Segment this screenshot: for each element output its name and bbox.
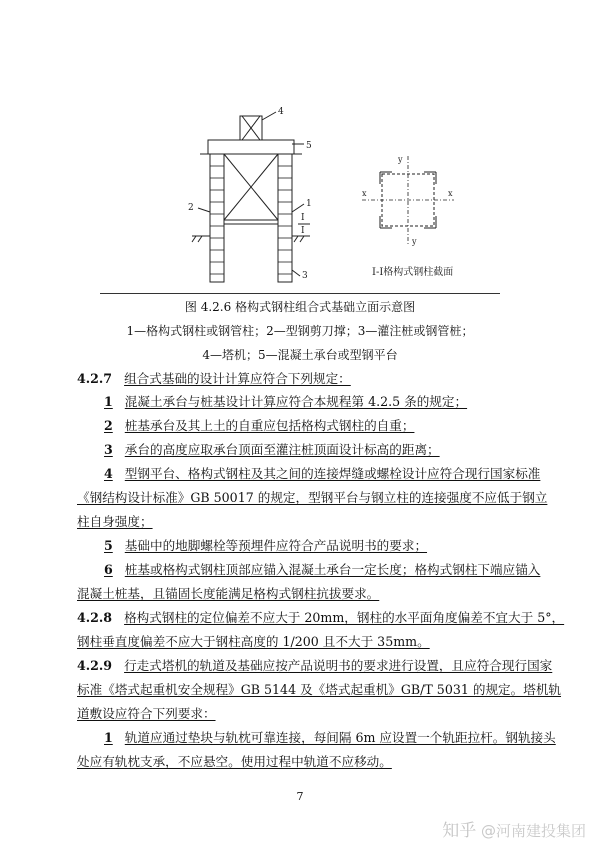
item-text: 承台的高度应取承台顶面至灌注桩顶面设计标高的距离； [124, 442, 440, 457]
clause-text: 组合式基础的设计计算应符合下列规定： [124, 371, 351, 386]
clause-4-2-9-cont-1 [77, 682, 561, 698]
clause-4-2-7-item-4 [104, 466, 540, 482]
axis-y-top: y [398, 155, 403, 164]
section-mark-lower: I [301, 226, 305, 236]
label-2: 2 [188, 203, 194, 213]
item-number: 4 [104, 466, 113, 481]
item-number: 1 [104, 394, 113, 409]
clause-4-2-9-item-1 [104, 730, 556, 746]
clause-4-2-9 [77, 658, 552, 674]
item-text-continued: 处应有轨枕支承，不应悬空。使用过程中轨道不应移动。 [77, 754, 392, 769]
clause-4-2-9-cont-2 [77, 706, 216, 722]
clause-4-2-7-heading [77, 371, 351, 387]
label-1: 1 [306, 199, 312, 209]
watermark-platform: 知乎 [442, 821, 477, 841]
clause-number: 4.2.8 [77, 610, 113, 625]
clause-4-2-7-item-3 [104, 442, 440, 458]
section-caption: I-I格构式钢柱截面 [372, 267, 454, 278]
clause-4-2-7-item-1 [104, 394, 467, 410]
clause-text-continued: 道敷设应符合下列要求： [77, 706, 216, 721]
clause-text-continued: 钢柱垂直度偏差不应大于钢柱高度的 1/200 且不大于 35mm。 [77, 634, 430, 649]
axis-x-right: x [448, 189, 453, 198]
item-text: 基础中的地脚螺栓等预埋件应符合产品说明书的要求； [124, 538, 428, 553]
clause-text: 格构式钢柱的定位偏差不应大于 20mm，钢柱的水平面角度偏差不宜大于 5°， [124, 610, 565, 625]
figure-caption: 图 4.2.6 格构式钢柱组合式基础立面示意图 [184, 300, 416, 314]
item-number: 6 [104, 562, 113, 577]
item-text: 桩基或格构式钢柱顶部应锚入混凝土承台一定长度；格构式钢柱下端应锚入 [124, 562, 541, 577]
item-text: 混凝土承台与桩基设计计算应符合本规程第 4.2.5 条的规定； [124, 394, 468, 409]
figure-baseline [100, 293, 500, 294]
item-number: 3 [104, 442, 113, 457]
watermark [442, 816, 586, 841]
watermark-handle: @河南建投集团 [480, 822, 586, 840]
label-5: 5 [306, 141, 312, 151]
figure-legend-line-1: 1—格构式钢柱或钢管柱；2—型钢剪刀撑；3—灌注桩或钢管桩； [126, 324, 474, 338]
section-mark-upper: I [301, 213, 305, 223]
item-number: 5 [104, 538, 113, 553]
item-text-continued: 柱自身强度； [77, 514, 153, 529]
clause-4-2-8 [77, 610, 564, 626]
axis-x-left: x [362, 189, 367, 198]
clause-4-2-7-item-6-cont-1 [77, 586, 379, 602]
clause-4-2-7-item-4-cont-2 [77, 514, 153, 530]
clause-text-continued: 标准《塔式起重机安全规程》GB 5144 及《塔式起重机》GB/T 5031 的规定。塔机轨 [77, 682, 562, 697]
item-text-continued: 混凝土桩基，且锚固长度能满足格构式钢柱抗拔要求。 [77, 586, 380, 601]
clause-text: 行走式塔机的轨道及基础应按产品说明书的要求进行设置，且应符合现行国家 [124, 658, 553, 673]
axis-y-bottom: y [412, 237, 417, 246]
item-text: 轨道应通过垫块与轨枕可靠连接，每间隔 6m 应设置一个轨距拉杆。钢轨接头 [124, 730, 556, 745]
label-3: 3 [302, 271, 308, 281]
foundation-elevation-drawing [180, 100, 350, 295]
column-section-drawing [358, 150, 458, 285]
clause-4-2-7-item-5 [104, 538, 427, 554]
clause-number: 4.2.9 [77, 658, 113, 673]
label-4: 4 [278, 107, 284, 117]
clause-4-2-7-item-6 [104, 562, 540, 578]
clause-4-2-9-item-1-cont-1 [77, 754, 392, 770]
clause-4-2-7-item-2 [104, 418, 414, 434]
clause-number: 4.2.7 [77, 371, 113, 386]
clause-4-2-7-item-4-cont-1 [77, 490, 547, 506]
item-text: 桩基承台及其上土的自重应包括格构式钢柱的自重； [124, 418, 415, 433]
item-number: 1 [104, 730, 113, 745]
figure-legend-line-2: 4—塔机；5—混凝土承台或型钢平台 [202, 348, 398, 362]
item-text-continued: 《钢结构设计标准》GB 50017 的规定，型钢平台与钢立柱的连接强度不应低于钢立 [77, 490, 548, 505]
item-text: 型钢平台、格构式钢柱及其之间的连接焊缝或螺栓设计应符合现行国家标准 [124, 466, 541, 481]
page-number: 7 [296, 790, 304, 803]
clause-4-2-8-cont-1 [77, 634, 430, 650]
item-number: 2 [104, 418, 113, 433]
